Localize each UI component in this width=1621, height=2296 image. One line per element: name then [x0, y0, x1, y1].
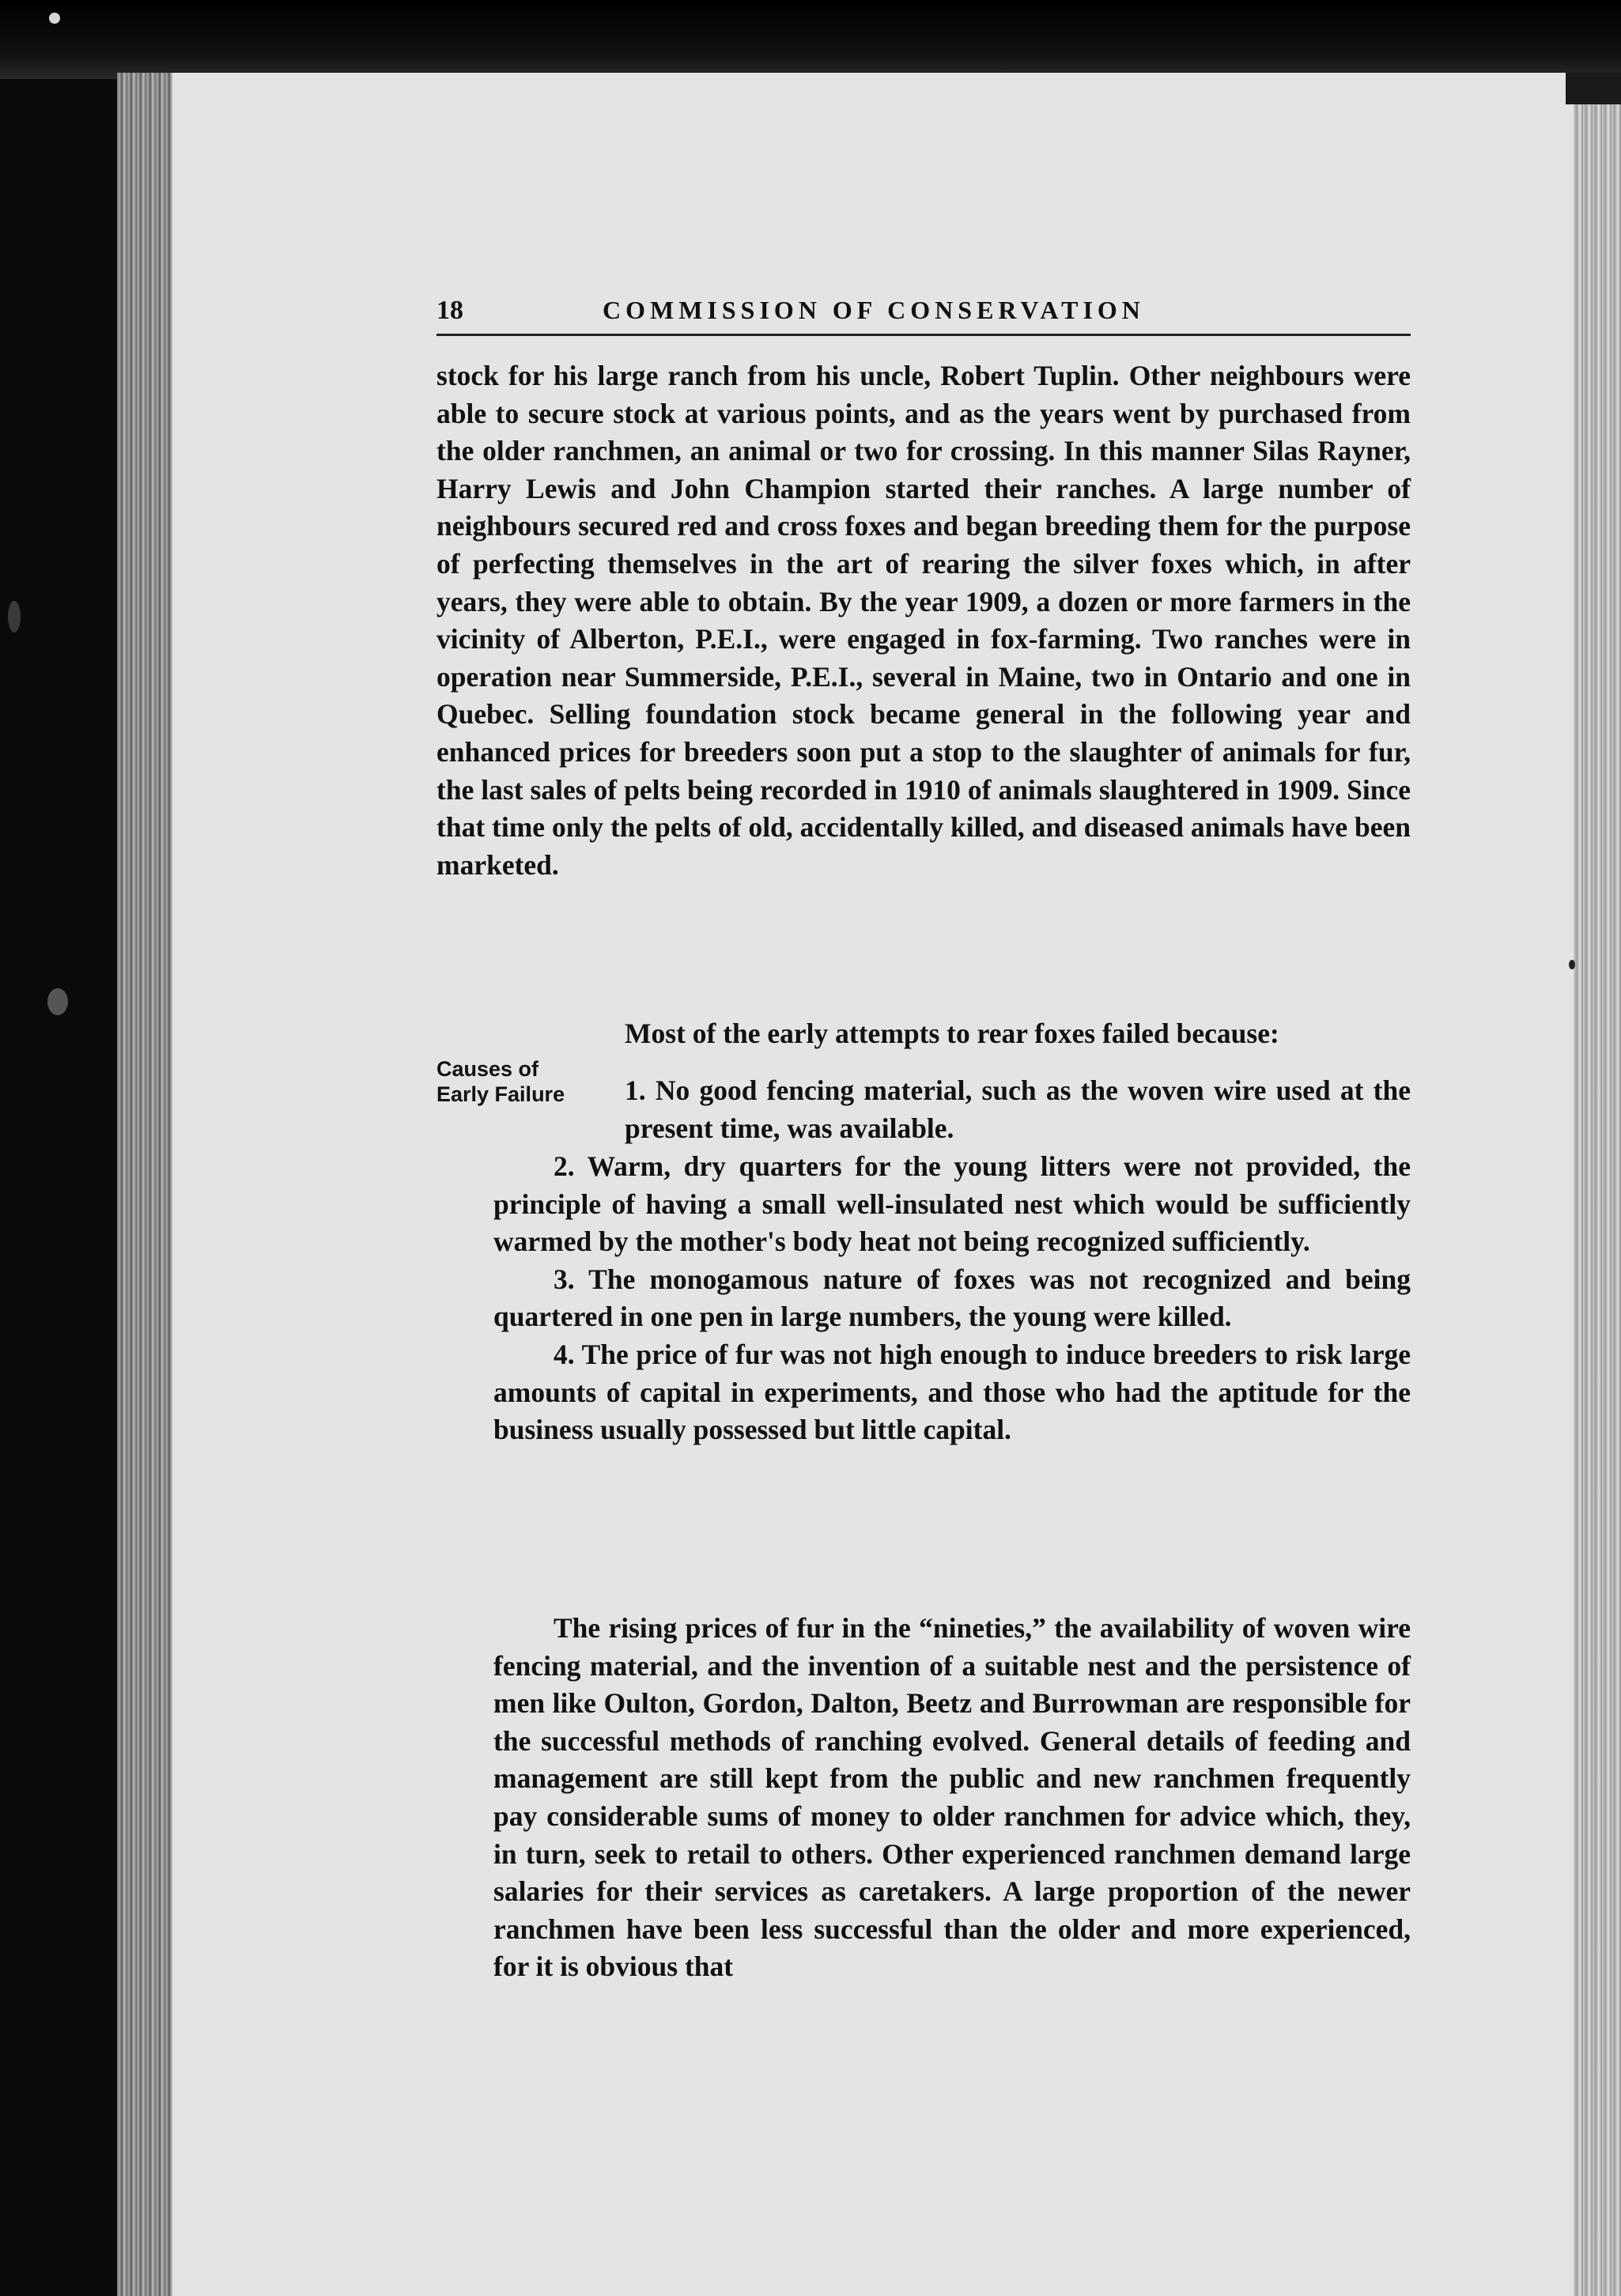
page-header — [436, 296, 1411, 336]
scan-corner — [1566, 73, 1621, 104]
cause-item-1: 1. No good fencing material, such as the woven wire used at the present time, was available. — [625, 1074, 1411, 1144]
side-heading: Causes of Early Failure — [436, 1057, 565, 1106]
scan-speck — [8, 601, 21, 633]
cause-item-3: 3. The monogamous nature of foxes was not recognized and being quartered in one pen in large numbers, the young were killed. — [493, 1263, 1411, 1333]
scan-speck — [1569, 960, 1575, 969]
running-title: COMMISSION OF CONSERVATION — [603, 296, 1145, 324]
page-number: 18 — [436, 296, 463, 325]
causes-intro: Most of the early attempts to rear foxes failed because: — [625, 1018, 1279, 1049]
body-paragraph-1: stock for his large ranch from his uncle, Robert Tuplin. Other neighbours were able to secure stock at various points, and as the years went by purchased from the older ranchmen, an animal or two for crossing. In this manner Silas Rayner, Harry Lewis and John Champion started their ranches. A large number of neighbours secured red and cross foxes and began breeding them for the purpose of perfecting themselves in the art of rearing the silver foxes which, in after years, they were able to obtain. By the year 1909, a dozen or more farmers in the vicinity of Alberton, P.E.I., were engaged in fox-farming. Two ranches were in operation near Summerside, P.E.I., several in Maine, two in Ontario and one in Quebec. Selling foundation stock became general in the following year and enhanced prices for breeders soon put a stop to the slaughter of animals for fur, the last sales of pelts being recorded in 1910 of animals slaughtered in 1909. Since that time only the pelts of old, accidentally killed, and diseased animals have been marketed. — [436, 360, 1411, 881]
scan-speck — [47, 988, 68, 1015]
scan-background — [0, 0, 1621, 79]
body-paragraph-3: The rising prices of fur in the “nineties,” the availability of woven wire fencing material, and the invention of a suitable nest and the persistence of men like Oulton, Gordon, Dalton, Beetz and Burrowman are responsible for the successful methods of ranching evolved. General details of feeding and management are still kept from the public and new ranchmen frequently pay considerable sums of money to older ranchmen for advice which, they, in turn, seek to retail to others. Other experienced ranchmen demand large salaries for their services as caretakers. A large proportion of the newer ranchmen have been less successful than the older and more experienced, for it is obvious that — [493, 1612, 1411, 1983]
cause-item-2: 2. Warm, dry quarters for the young litters were not provided, the principle of having a small well-insulated nest which would be sufficiently warmed by the mother's body heat not being recognized sufficiently. — [493, 1150, 1411, 1258]
scan-speck — [49, 13, 60, 24]
causes-list — [493, 1148, 1411, 1449]
cause-item-4: 4. The price of fur was not high enough to induce breeders to risk large amounts of capital in experiments, and those who had the aptitude for the business usually possessed but little capital. — [493, 1338, 1411, 1446]
book-binding — [117, 73, 172, 2296]
page-edges — [1574, 95, 1621, 2296]
